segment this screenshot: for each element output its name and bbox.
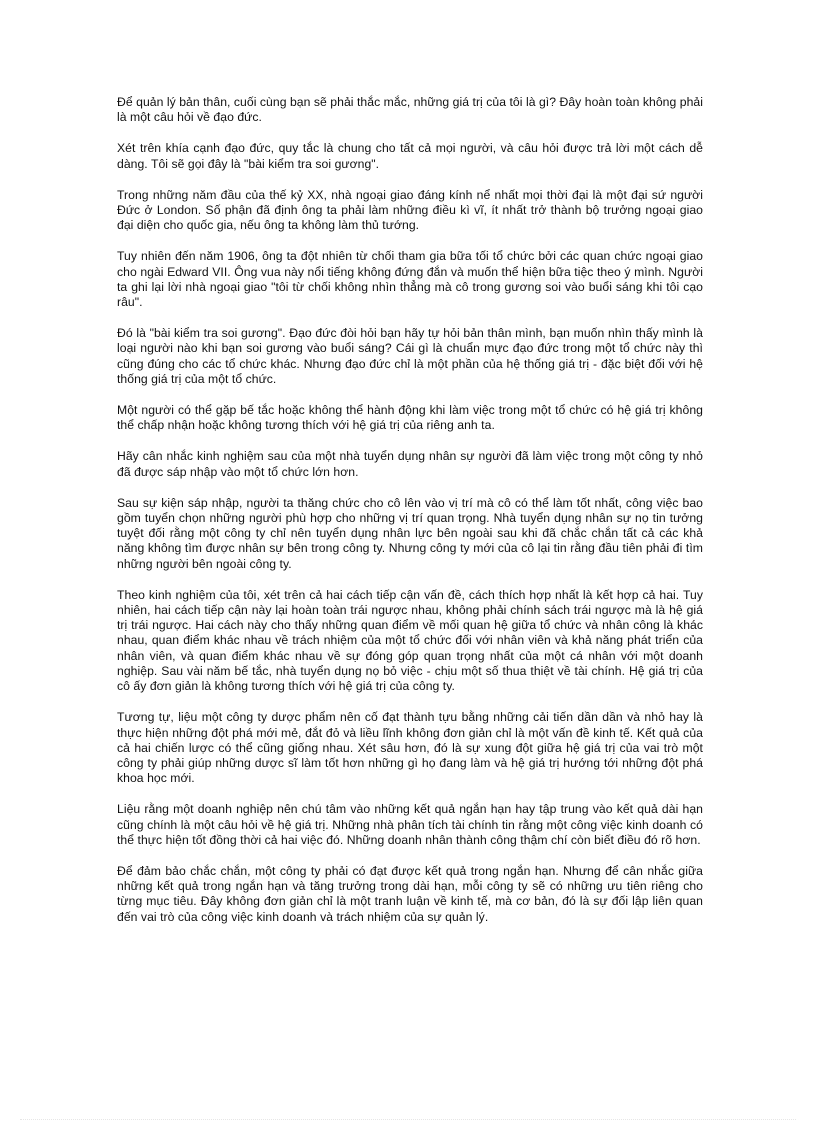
paragraph-8: Sau sự kiện sáp nhập, người ta thăng chức cho cô lên vào vị trí mà cô có thể làm tốt nhất, công việc bao gồm tuyển chọn những người phù hợp cho những vị trí quan trọng. Nhà tuyển dụng nhân sự nọ tin tưởng tuyệt đối rằng một công ty chỉ nên tuyển dụng nhân lực bên ngoài sau khi đã chắc chắn tất cả các khả năng không tìm được nhân sự bên trong công ty. Nhưng công ty mới của cô lại tin rằng đầu tiên phải đi tìm những người bên ngoài công ty.	[117, 495, 703, 571]
paragraph-11: Liệu rằng một doanh nghiệp nên chú tâm vào những kết quả ngắn hạn hay tập trung vào kết quả dài hạn cũng chính là một câu hỏi về hệ giá trị. Những nhà phân tích tài chính tin rằng một công việc kinh doanh có thể thực hiện tốt đồng thời cả hai việc đó. Những doanh nhân thành công thậm chí còn biết điều đó rõ hơn.	[117, 802, 703, 847]
paragraph-1: Để quản lý bản thân, cuối cùng bạn sẽ phải thắc mắc, những giá trị của tôi là gì? Đây hoàn toàn không phải là một câu hỏi về đạo đức.	[117, 95, 703, 125]
paragraph-7: Hãy cân nhắc kinh nghiệm sau của một nhà tuyển dụng nhân sự người đã làm việc trong một công ty nhỏ đã được sáp nhập vào một tổ chức lớn hơn.	[117, 449, 703, 479]
paragraph-3: Trong những năm đầu của thế kỷ XX, nhà ngoại giao đáng kính nể nhất mọi thời đại là một đại sứ người Đức ở London. Số phận đã định ông ta phải làm những điều kì vĩ, ít nhất trở thành bộ trưởng ngoại giao đại diện cho quốc gia, nếu ông ta không làm thủ tướng.	[117, 187, 703, 233]
paragraph-5: Đó là "bài kiểm tra soi gương". Đạo đức đòi hỏi bạn hãy tự hỏi bản thân mình, bạn muốn nhìn thấy mình là loại người nào khi bạn soi gương vào buổi sáng? Cái gì là chuẩn mực đạo đức trong một tổ chức này thì cũng đúng cho các tổ chức khác. Nhưng đạo đức chỉ là một phần của hệ thống giá trị - đặc biệt đối với hệ thống giá trị của một tổ chức.	[117, 326, 703, 386]
paragraph-6: Một người có thể gặp bế tắc hoặc không thể hành động khi làm việc trong một tổ chức có hệ giá trị không thể chấp nhận hoặc không tương thích với hệ giá trị của riêng anh ta.	[117, 403, 703, 433]
paragraph-9: Theo kinh nghiệm của tôi, xét trên cả hai cách tiếp cận vấn đề, cách thích hợp nhất là kết hợp cả hai. Tuy nhiên, hai cách tiếp cận này lại hoàn toàn trái ngược nhau, không phải chính sách trái ngược mà là hệ giá trị trái ngược. Hai cách này cho thấy những quan điểm về mối quan hệ giữa tổ chức và nhân công là khác nhau, quan điểm khác nhau về trách nhiệm của một tổ chức đối với nhân viên và khả năng phát triển của nhân viên, và quan điểm khác nhau về sự đóng góp quan trọng nhất của một cá nhân với một doanh nghiệp. Sau vài năm bế tắc, nhà tuyển dụng nọ bỏ việc - chịu một số thua thiệt về tài chính. Hệ giá trị của cô ấy đơn giản là không tương thích với hệ giá trị của công ty.	[117, 587, 703, 694]
paragraph-10: Tương tự, liệu một công ty dược phẩm nên cố đạt thành tựu bằng những cải tiến dần dần và nhỏ hay là thực hiện những đột phá mới mẻ, đắt đỏ và liều lĩnh không đơn giản chỉ là một vấn đề kinh tế. Kết quả của cả hai chiến lược có thể cũng giống nhau. Xét sâu hơn, đó là sự xung đột giữa hệ giá trị của vai trò một công ty phải giúp những dược sĩ làm tốt hơn những gì họ đang làm và hệ giá trị hướng tới những đột phá khoa học mới.	[117, 710, 703, 786]
document-body	[117, 95, 703, 941]
paragraph-4: Tuy nhiên đến năm 1906, ông ta đột nhiên từ chối tham gia bữa tối tổ chức bởi các quan chức ngoại giao cho ngài Edward VII. Ông vua này nổi tiếng không đứng đắn và muốn thể hiện bữa tiệc theo ý mình. Người ta ghi lại lời nhà ngoại giao "tôi từ chối không nhìn thẳng mà cô trong gương soi vào buổi sáng khi tôi cạo râu".	[117, 249, 703, 310]
paragraph-2: Xét trên khía cạnh đạo đức, quy tắc là chung cho tất cả mọi người, và câu hỏi được trả lời một cách dễ dàng. Tôi sẽ gọi đây là "bài kiểm tra soi gương".	[117, 141, 703, 171]
paragraph-12: Để đảm bảo chắc chắn, một công ty phải có đạt được kết quả trong ngắn hạn. Nhưng để cân nhắc giữa những kết quả trong ngắn hạn và tăng trưởng trong dài hạn, mỗi công ty sẽ có những ưu tiên riêng cho từng mục tiêu. Đây không đơn giản chỉ là một tranh luận về kinh tế, mà cơ bản, đó là sự đối lập liên quan đến vai trò của công việc kinh doanh và trách nhiệm của sự quản lý.	[117, 863, 703, 924]
page-bottom-divider	[20, 1119, 796, 1120]
